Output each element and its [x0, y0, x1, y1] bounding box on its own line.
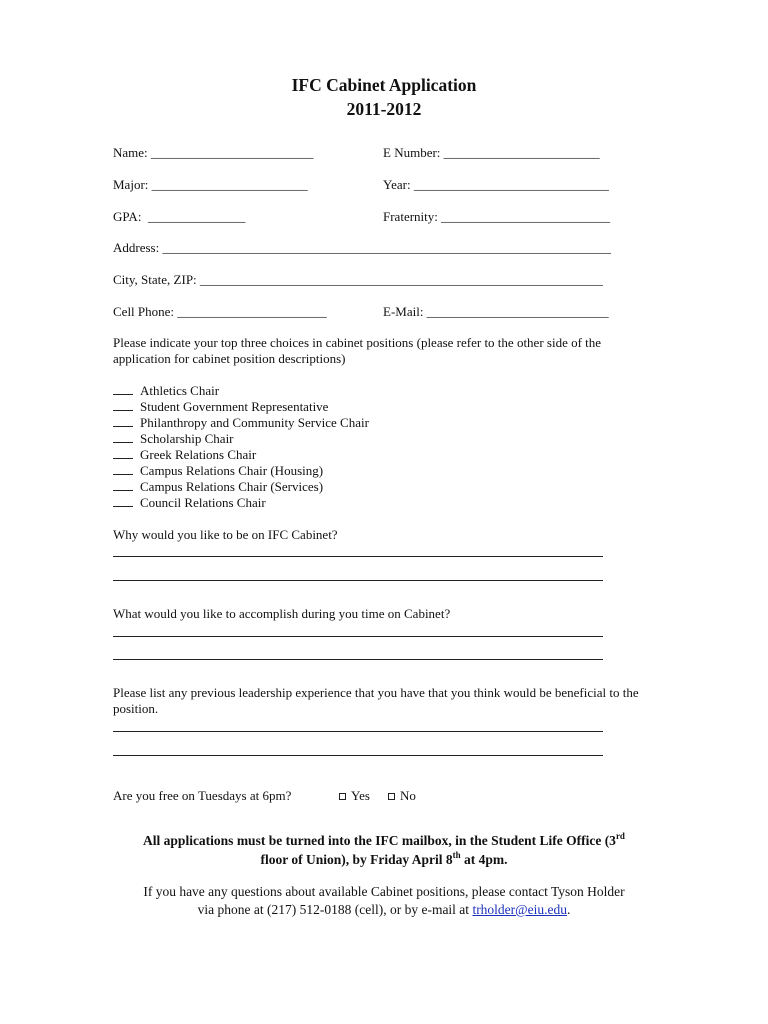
city-state-zip-field[interactable]: City, State, ZIP: ______________________________________________________________: [113, 272, 603, 287]
question-leadership: Please list any previous leadership experience that you have that you think would be beneficial to the position.: [113, 685, 639, 716]
rank-blank[interactable]: [113, 447, 133, 459]
rank-blank[interactable]: [113, 415, 133, 427]
address-field[interactable]: Address: _____________________________________________________________________: [113, 240, 611, 255]
answer-line[interactable]: [113, 659, 603, 660]
notice-text: floor of Union), by Friday April 8: [260, 852, 453, 867]
contact-email-link[interactable]: trholder@eiu.edu: [472, 902, 567, 917]
position-label: Council Relations Chair: [140, 495, 266, 510]
email-field[interactable]: E-Mail: ____________________________: [383, 304, 609, 319]
positions-prompt: Please indicate your top three choices in cabinet positions (please refer to the other side of the application for cabinet position descriptions): [113, 335, 602, 366]
position-label: Greek Relations Chair: [140, 447, 257, 462]
answer-line[interactable]: [113, 755, 603, 756]
notice-superscript: th: [452, 849, 461, 860]
position-label: Philanthropy and Community Service Chair: [140, 415, 369, 430]
position-choice[interactable]: [113, 479, 323, 495]
position-label: Campus Relations Chair (Services): [140, 479, 324, 494]
rank-blank[interactable]: [113, 383, 133, 395]
fraternity-field[interactable]: Fraternity: __________________________: [383, 209, 611, 224]
position-label: Athletics Chair: [140, 383, 220, 398]
position-label: Campus Relations Chair (Housing): [140, 463, 324, 478]
rank-blank[interactable]: [113, 431, 133, 443]
notice-superscript: rd: [615, 830, 625, 841]
position-label: Scholarship Chair: [140, 431, 234, 446]
position-choice[interactable]: [113, 495, 266, 511]
gpa-field[interactable]: GPA: _______________: [113, 209, 246, 224]
rank-blank[interactable]: [113, 479, 133, 491]
answer-line[interactable]: [113, 731, 603, 732]
yes-label: Yes: [351, 788, 370, 803]
no-option[interactable]: [388, 788, 416, 804]
availability-question: Are you free on Tuesdays at 6pm?: [113, 788, 292, 803]
answer-line[interactable]: [113, 580, 603, 581]
notice-text: All applications must be turned into the IFC mailbox, in the Student Life Office (3: [143, 833, 616, 848]
yes-option[interactable]: [339, 788, 370, 804]
answer-line[interactable]: [113, 556, 603, 557]
cell-phone-field[interactable]: Cell Phone: _______________________: [113, 304, 327, 319]
no-checkbox[interactable]: [388, 793, 395, 800]
contact-text: .: [566, 902, 571, 917]
major-field[interactable]: Major: ________________________: [113, 177, 308, 192]
contact-text: via phone at (217) 512-0188 (cell), or by e-mail at: [197, 902, 473, 917]
answer-line[interactable]: [113, 636, 603, 637]
rank-blank[interactable]: [113, 399, 133, 411]
contact-text: If you have any questions about available Cabinet positions, please contact Tyson Holder: [143, 884, 625, 899]
form-year: 2011-2012: [346, 99, 422, 119]
question-accomplish: What would you like to accomplish during you time on Cabinet?: [113, 606, 451, 621]
position-choice[interactable]: [113, 415, 369, 431]
contact-info: [90, 883, 678, 919]
name-field[interactable]: Name: _________________________: [113, 145, 314, 160]
notice-text: at 4pm.: [460, 852, 508, 867]
deadline-notice: [100, 831, 668, 869]
position-choice[interactable]: [113, 431, 234, 447]
e-number-field[interactable]: E Number: ________________________: [383, 145, 600, 160]
rank-blank[interactable]: [113, 463, 133, 475]
position-choice[interactable]: [113, 399, 328, 415]
rank-blank[interactable]: [113, 495, 133, 507]
no-label: No: [400, 788, 416, 803]
year-field[interactable]: Year: ______________________________: [383, 177, 609, 192]
form-title: IFC Cabinet Application: [291, 75, 477, 95]
position-choice[interactable]: [113, 463, 323, 479]
yes-checkbox[interactable]: [339, 793, 346, 800]
position-choice[interactable]: [113, 383, 219, 399]
question-why-cabinet: Why would you like to be on IFC Cabinet?: [113, 527, 338, 542]
position-label: Student Government Representative: [140, 399, 329, 414]
position-choice[interactable]: [113, 447, 256, 463]
